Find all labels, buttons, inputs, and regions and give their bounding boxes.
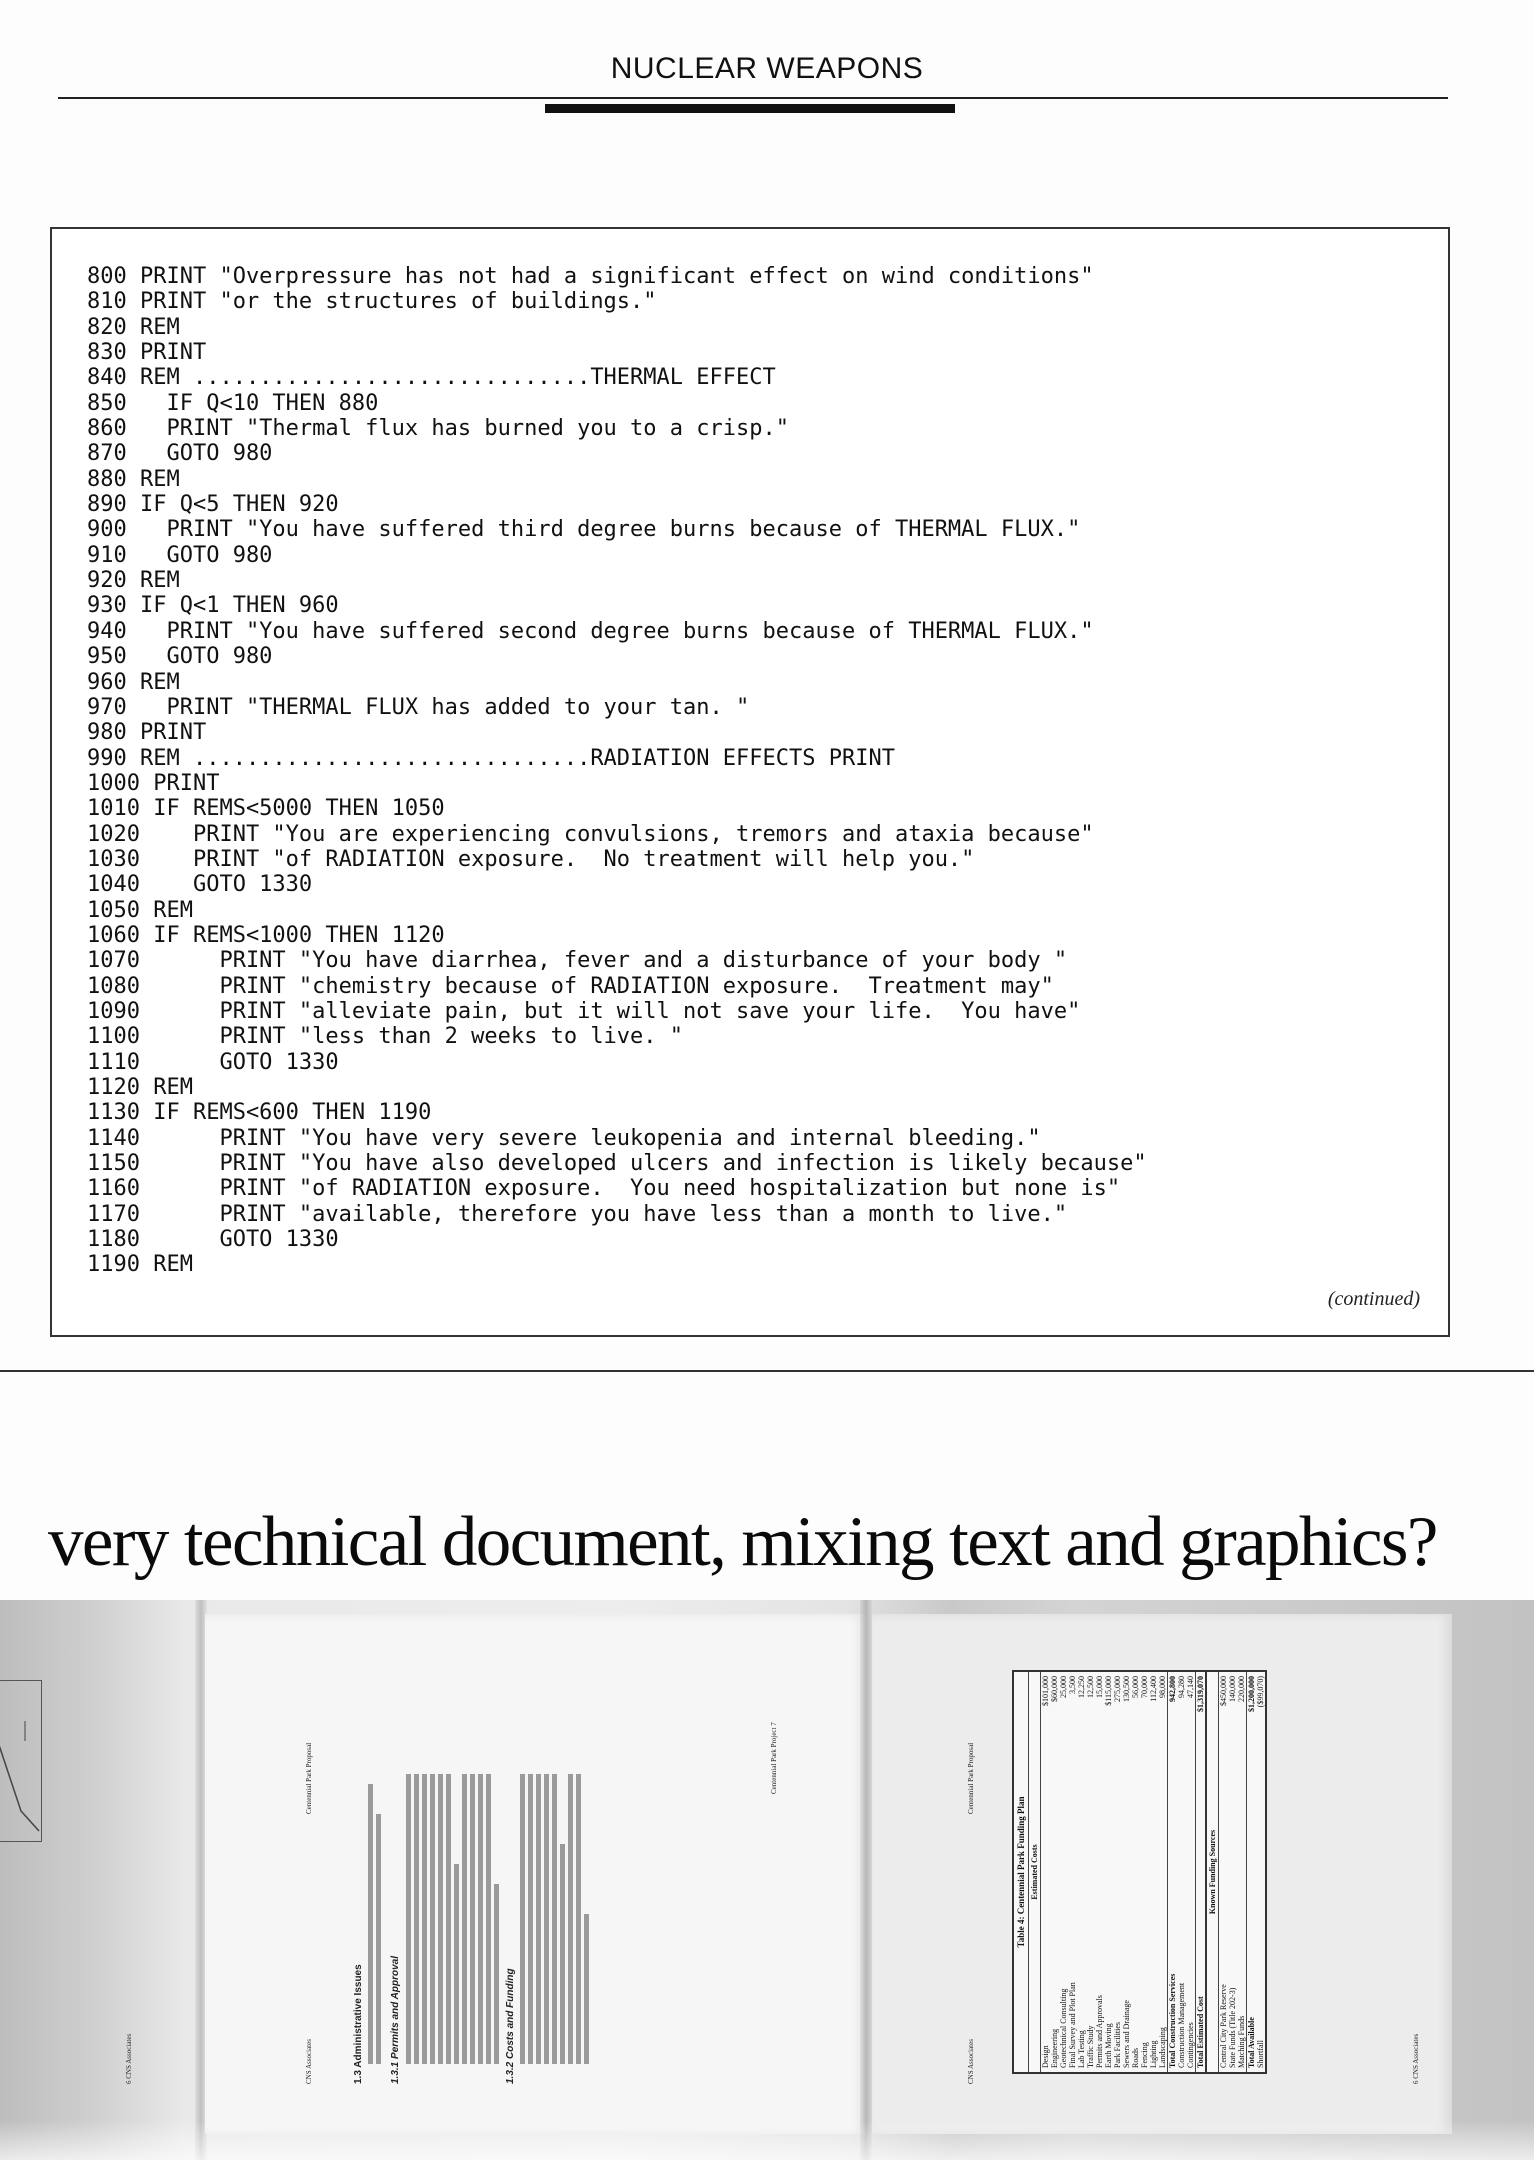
listing-line: 1010 IF REMS<5000 THEN 1050	[87, 796, 445, 822]
table-row	[1095, 1672, 1104, 2072]
table-row	[1158, 1672, 1167, 2072]
listing-line: 1180 GOTO 1330	[87, 1227, 339, 1253]
table-row-label: Matching Funds	[1237, 2015, 1246, 2068]
table-row-value: 56,000	[1131, 1676, 1140, 1698]
photo-bottom-fade	[0, 2120, 1534, 2160]
table-row-label: Park Facilities	[1113, 2022, 1122, 2068]
table-row-value: $1,319,070	[1196, 1676, 1205, 1712]
page-running-head: Centennial Park Proposal	[305, 1742, 313, 1814]
table-row-value: $60,000	[1050, 1676, 1059, 1702]
table-row-label: Central City Park Reserve	[1219, 1984, 1228, 2068]
table-row-label: Traffic Study	[1086, 2025, 1095, 2068]
page-footer-left: 6 CNS Associates	[125, 2033, 133, 2084]
table-title: Table 4: Centennial Park Funding Plan	[1014, 1672, 1029, 2072]
table-row	[1131, 1672, 1140, 2072]
table-row-value: 112,400	[1149, 1676, 1158, 1702]
table-row	[1104, 1672, 1113, 2072]
table-row-label: Total Available	[1247, 2017, 1256, 2068]
table-subhead-funding: Known Funding Sources	[1205, 1672, 1219, 2072]
listing-line: 1190 REM	[87, 1252, 193, 1278]
section-heading-admin: 1.3 Administrative Issues	[353, 1964, 364, 2084]
table-row-value: 25,000	[1059, 1676, 1068, 1698]
listing-line: 1070 PRINT "You have diarrhea, fever and a disturbance of your body "	[87, 948, 1068, 974]
listing-line: 1080 PRINT "chemistry because of RADIATION exposure. Treatment may"	[87, 973, 1054, 999]
table-row	[1219, 1672, 1228, 2072]
table-row-label: Geotechnical Consulting	[1059, 1988, 1068, 2068]
table-row-value: 94,280	[1177, 1676, 1186, 1698]
listing-line: 1160 PRINT "of RADIATION exposure. You need hospitalization but none is"	[87, 1176, 1121, 1202]
section-divider	[0, 1370, 1534, 1372]
listing-line: 810 PRINT "or the structures of buildings."	[87, 289, 657, 315]
table-row-label: Construction Management	[1177, 1982, 1186, 2068]
table-row-value: 3,500	[1068, 1676, 1077, 1694]
document-photo	[0, 1600, 1534, 2160]
table-row-label: Contingencies	[1186, 2022, 1195, 2068]
listing-line: 1120 REM	[87, 1075, 193, 1100]
table-row-value: 70,000	[1140, 1676, 1149, 1698]
program-listing-box	[50, 227, 1450, 1337]
body-text-block-2	[403, 1764, 502, 2064]
table-row-value: $115,000	[1104, 1676, 1113, 1706]
listing-line: 1100 PRINT "less than 2 weeks to live. "	[87, 1024, 684, 1050]
table-row	[1195, 1672, 1205, 2072]
listing-line: 840 REM ..............................THERMAL EFFECT	[87, 365, 776, 391]
table-row-label: Shortfall	[1256, 2040, 1265, 2068]
table-row	[1122, 1672, 1131, 2072]
table-row-value: 47,140	[1186, 1676, 1195, 1698]
listing-line: 1000 PRINT	[87, 770, 220, 796]
funding-plan-table	[1012, 1670, 1267, 2074]
listing-line: 1150 PRINT "You have also developed ulcers and infection is likely because"	[87, 1151, 1147, 1177]
page2-firm: CNS Associates	[967, 2039, 975, 2084]
table-row	[1113, 1672, 1122, 2072]
table-row-label: Design	[1041, 2045, 1050, 2068]
listing-line: 990 REM ..............................RADIATION EFFECTS PRINT	[87, 745, 895, 771]
table-row	[1068, 1672, 1077, 2072]
page-footer-firm: CNS Associates	[305, 2039, 313, 2084]
table-row	[1228, 1672, 1237, 2072]
table-row	[1041, 1672, 1050, 2072]
spread-page-left	[125, 1614, 865, 2134]
table-row-value: $450,000	[1219, 1676, 1228, 1706]
listing-line: 860 PRINT "Thermal flux has burned you to a crisp."	[87, 416, 789, 442]
table-row-label: Landscaping	[1158, 2027, 1167, 2068]
cropped-chart-graphic	[0, 1680, 42, 1842]
table-row-value: ($99,070)	[1256, 1676, 1265, 1708]
listing-line: 880 REM	[87, 466, 180, 492]
table-row-label: Total Construction Services	[1168, 1973, 1177, 2068]
listing-line: 910 GOTO 980	[87, 542, 273, 568]
listing-line: 970 PRINT "THERMAL FLUX has added to your tan. "	[87, 694, 750, 720]
header-accent-bar	[545, 104, 955, 113]
listing-line: 980 PRINT	[87, 720, 207, 746]
ad-headline: very technical document, mixing text and graphics?	[48, 1503, 1437, 1581]
listing-line: 950 GOTO 980	[87, 644, 273, 670]
table-row-value: 140,000	[1228, 1676, 1237, 1702]
running-header-title: NUCLEAR WEAPONS	[610, 52, 924, 85]
section-heading-costs: 1.3.2 Costs and Funding	[505, 1968, 516, 2084]
listing-line: 940 PRINT "You have suffered second degree burns because of THERMAL FLUX."	[87, 618, 1094, 644]
table-row	[1256, 1672, 1265, 2072]
table-row-value: 98,000	[1158, 1676, 1167, 1698]
table-row	[1059, 1672, 1068, 2072]
spread-page-right	[872, 1614, 1452, 2134]
section-heading-permits: 1.3.1 Permits and Approval	[390, 1955, 401, 2084]
listing-line: 920 REM	[87, 568, 180, 594]
table-row-label: Total Estimated Cost	[1196, 1996, 1205, 2068]
listing-line: 1130 IF REMS<600 THEN 1190	[87, 1100, 432, 1126]
table-subhead-costs: Estimated Costs	[1029, 1672, 1041, 2072]
table-row-value: 275,000	[1113, 1676, 1122, 1702]
listing-line: 1050 REM	[87, 897, 193, 923]
table-row-label: Engineering	[1050, 2028, 1059, 2068]
table-row	[1167, 1672, 1177, 2072]
listing-line: 1060 IF REMS<1000 THEN 1120	[87, 922, 445, 948]
basic-program-listing	[87, 264, 1147, 1278]
listing-line: 930 IF Q<1 THEN 960	[87, 593, 339, 619]
listing-line: 900 PRINT "You have suffered third degree burns because of THERMAL FLUX."	[87, 517, 1081, 543]
table-row-label: Fencing	[1140, 2042, 1149, 2068]
listing-line: 870 GOTO 980	[87, 441, 273, 467]
table-row-value: 220,000	[1237, 1676, 1246, 1702]
table-row-label: Permits and Approvals	[1095, 1995, 1104, 2068]
table-row	[1246, 1672, 1256, 2072]
table-row-value: 942,800	[1168, 1676, 1177, 1702]
page2-footer: 6 CNS Associates	[1412, 2033, 1420, 2084]
listing-line: 850 IF Q<10 THEN 880	[87, 390, 379, 416]
listing-line: 1140 PRINT "You have very severe leukopenia and internal bleeding."	[87, 1125, 1041, 1151]
cost-rows	[1041, 1672, 1205, 2072]
listing-line: 800 PRINT "Overpressure has not had a significant effect on wind conditions"	[87, 264, 1094, 289]
page-fold-center	[860, 1600, 872, 2160]
table-row	[1186, 1672, 1195, 2072]
table-row	[1237, 1672, 1246, 2072]
table-row	[1149, 1672, 1158, 2072]
table-row	[1050, 1672, 1059, 2072]
table-row-value: 130,500	[1122, 1676, 1131, 1702]
listing-line: 820 REM	[87, 314, 180, 340]
table-row-label: Lab Testing	[1077, 2030, 1086, 2068]
funding-rows	[1219, 1672, 1265, 2072]
body-text-block-3	[517, 1764, 592, 2064]
listing-line: 1110 GOTO 1330	[87, 1049, 339, 1075]
table-row	[1140, 1672, 1149, 2072]
header-rule	[58, 97, 1448, 99]
table-row-label: Earth Moving	[1104, 2023, 1113, 2068]
listing-line: 1040 GOTO 1330	[87, 872, 313, 898]
table-row-label: Final Survey and Plot Plan	[1068, 1982, 1077, 2068]
table-row-value: 12,250	[1077, 1676, 1086, 1698]
table-row-value: 15,000	[1095, 1676, 1104, 1698]
table-row-label: Lighting	[1149, 2040, 1158, 2068]
page-running-head-right: Centennial Park Project 7	[770, 1722, 778, 1794]
body-text-block-1	[365, 1764, 384, 2064]
listing-line: 1020 PRINT "You are experiencing convulsions, tremors and ataxia because"	[87, 821, 1094, 847]
table-row-value: $1,200,000	[1247, 1676, 1256, 1712]
table-row	[1077, 1672, 1086, 2072]
table-row-label: Sewers and Drainage	[1122, 2000, 1131, 2068]
table-row	[1177, 1672, 1186, 2072]
listing-line: 1030 PRINT "of RADIATION exposure. No treatment will help you."	[87, 846, 975, 872]
table-row-label: State Funds (Title 202-3)	[1228, 1987, 1237, 2068]
listing-line: 1170 PRINT "available, therefore you have less than a month to live."	[87, 1201, 1068, 1227]
cropped-chart-lines	[0, 1681, 41, 1841]
table-row-value: $101,000	[1041, 1676, 1050, 1706]
listing-line: 830 PRINT	[87, 340, 207, 366]
table-row-label: Roads	[1131, 2048, 1140, 2068]
listing-line: 1090 PRINT "alleviate pain, but it will not save your life. You have"	[87, 998, 1081, 1024]
page2-running-head: Centennial Park Proposal	[967, 1742, 975, 1814]
table-row	[1086, 1672, 1095, 2072]
table-row-value: 12,500	[1086, 1676, 1095, 1698]
listing-line: 890 IF Q<5 THEN 920	[87, 492, 339, 518]
continued-note: (continued)	[1327, 1288, 1420, 1310]
listing-line: 960 REM	[87, 669, 180, 695]
